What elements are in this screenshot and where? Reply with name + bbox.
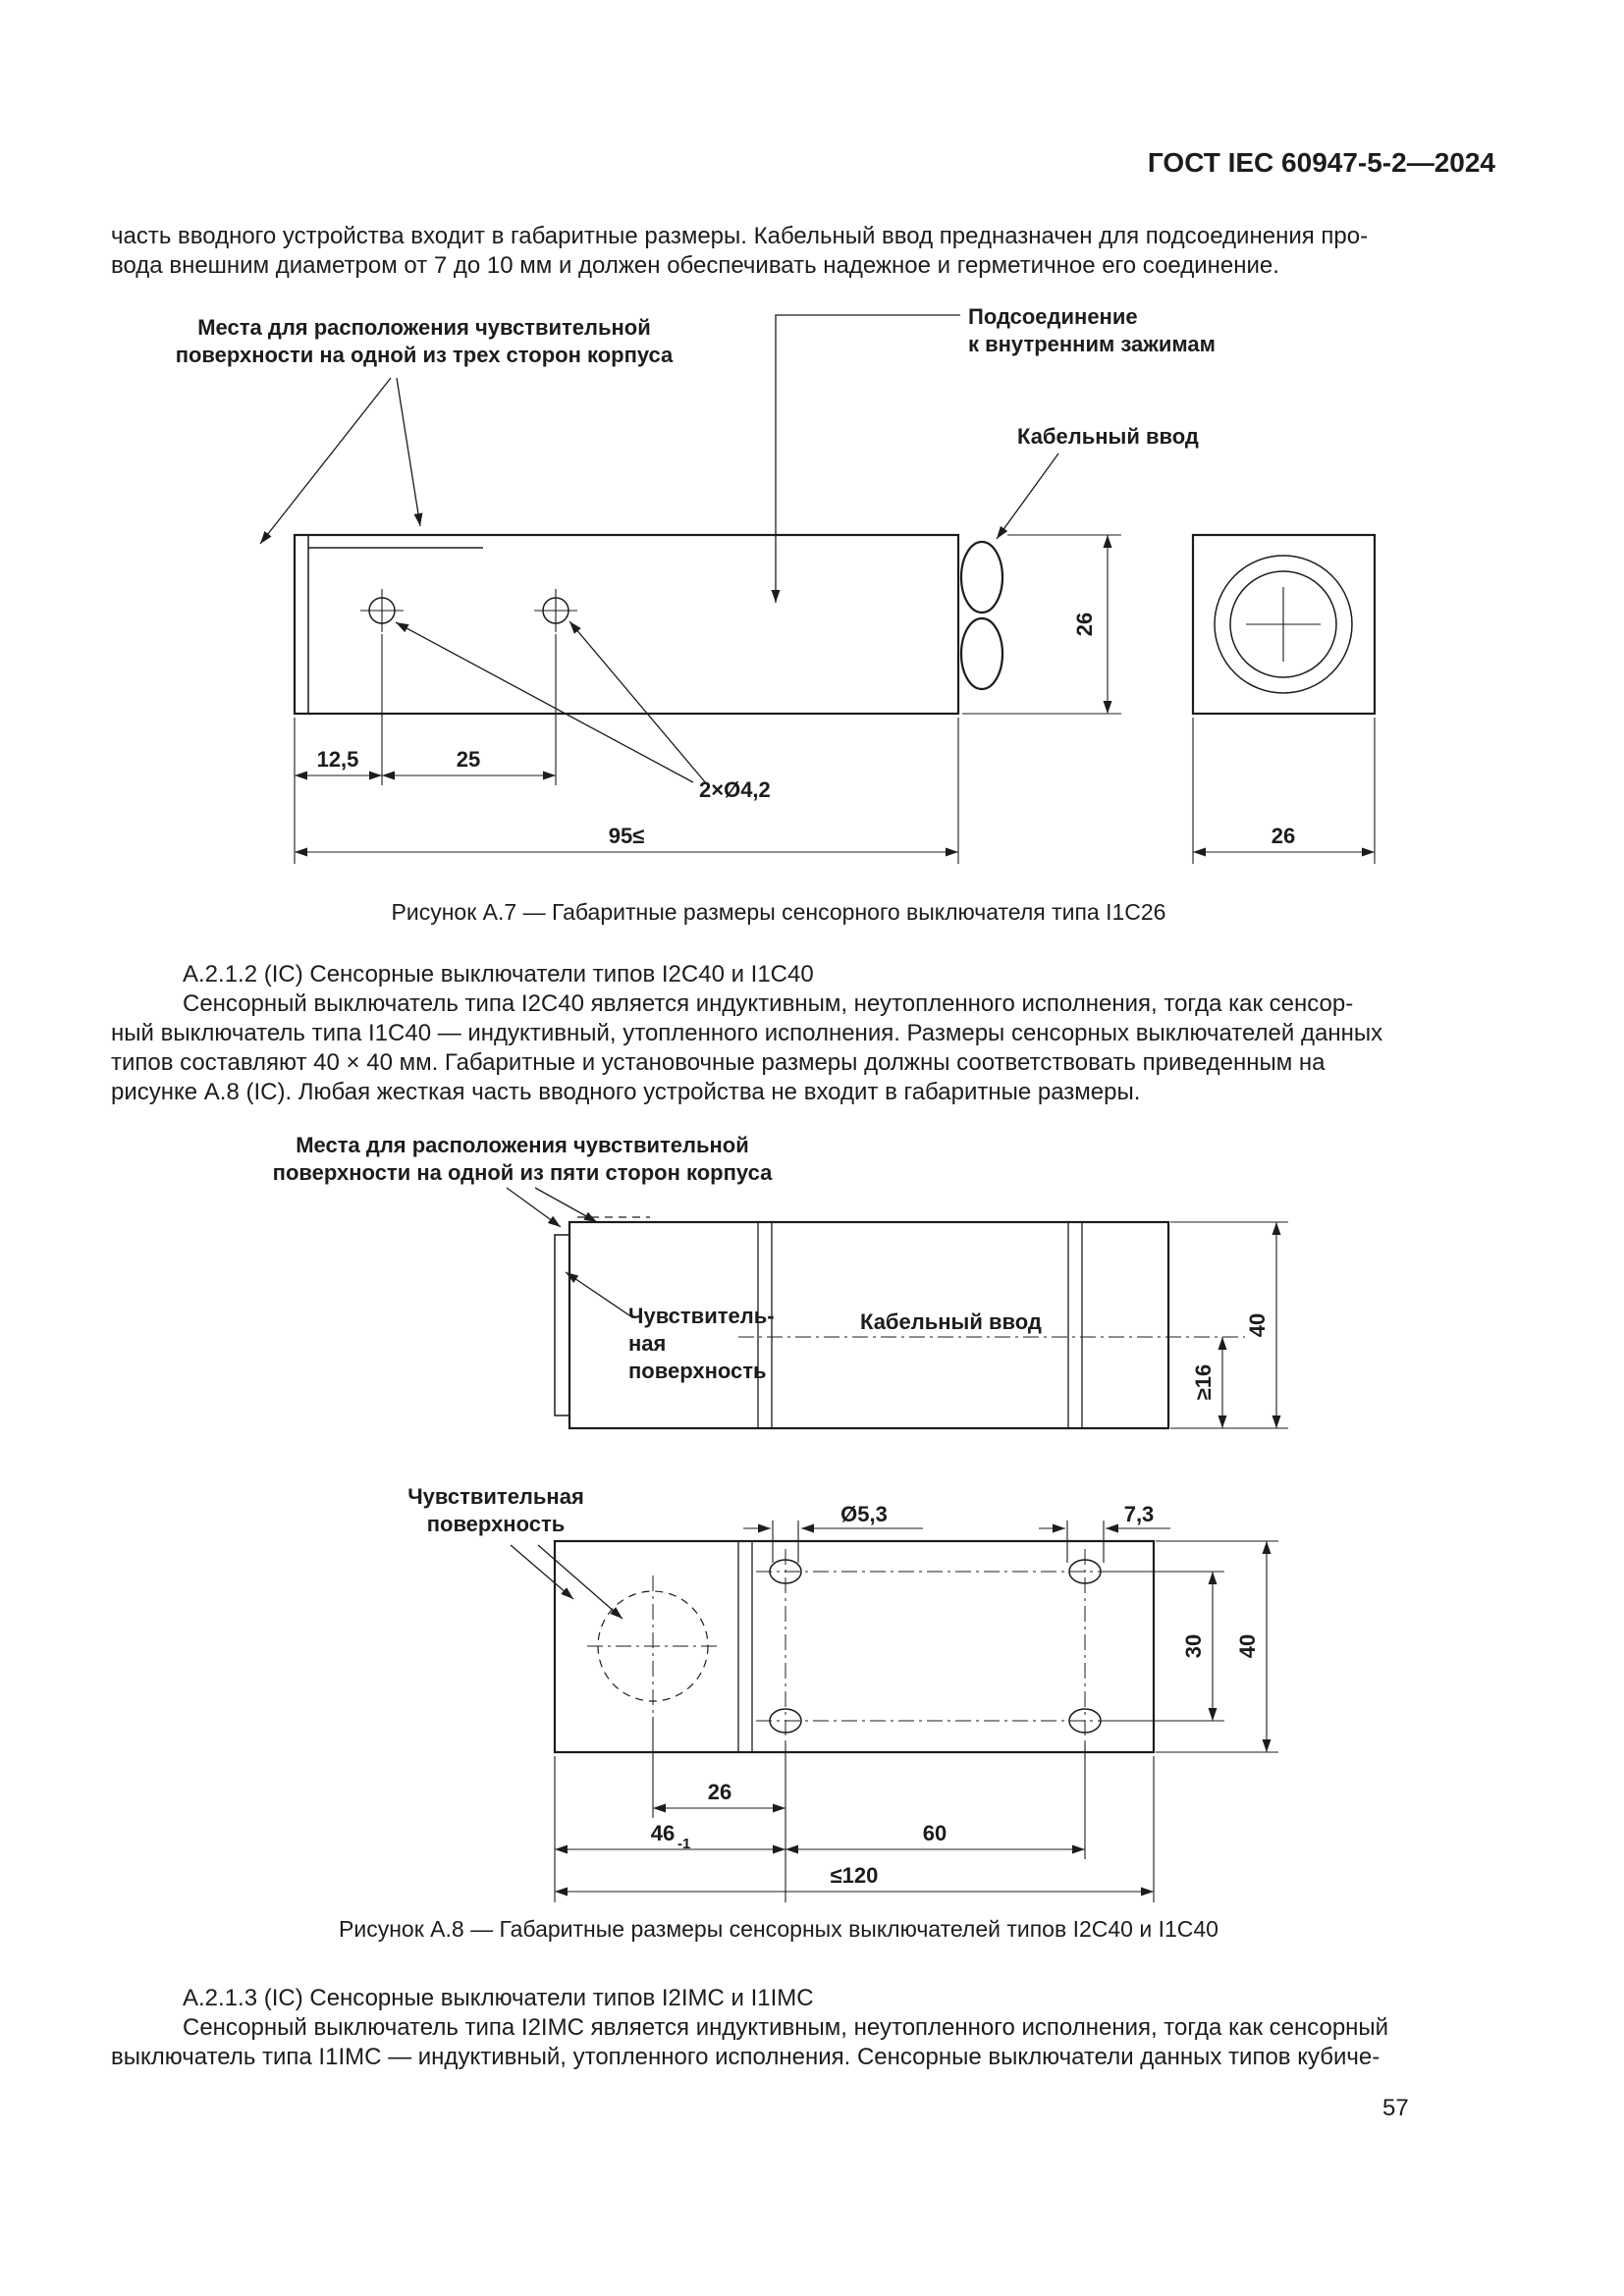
a7-side-view [295, 535, 1002, 714]
a8-sensing-surface-top-label-line2: поверхность [426, 1512, 566, 1536]
a8-dim-d5-3: Ø5,3 [840, 1502, 888, 1526]
page-header: ГОСТ IEC 60947-5-2—2024 [1147, 147, 1495, 178]
a7-sensing-location-label-line1: Места для расположения чувствительной [197, 315, 651, 340]
intro-paragraph [111, 222, 1368, 281]
a7-dim-26-height: 26 [1072, 612, 1097, 637]
a8-dim-40-top: 40 [1235, 1633, 1260, 1659]
section-heading: А.2.1.2 (IC) Сенсорные выключатели типов I2C40 и I1C40 [183, 961, 814, 988]
a7-body-outline [295, 535, 958, 714]
body-text-line: вода внешним диаметром от 7 до 10 мм и должен обеспечивать надежное и герметичное его соединение. [111, 252, 1279, 279]
figure-a8-caption: Рисунок А.8 — Габаритные размеры сенсорных выключателей типов I2C40 и I1C40 [339, 1916, 1218, 1942]
a8-sensing-surface-top-label-line1: Чувствительная [407, 1484, 584, 1509]
a8-dim-40-side: 40 [1245, 1312, 1270, 1338]
a7-dim-holes: 2×Ø4,2 [699, 777, 771, 802]
a7-connection-label-line1: Подсоединение [968, 304, 1138, 329]
a7-end-view [1193, 535, 1375, 714]
figure-a7-drawing [0, 294, 1624, 933]
a8-sensing-surface-side-label-line3: поверхность [628, 1359, 767, 1383]
a8-sensing-surface-side-label-line2: ная [628, 1331, 667, 1356]
a8-dim-60: 60 [922, 1821, 947, 1845]
a8-dim-46: 46 [650, 1821, 676, 1845]
body-text-line: рисунке А.8 (IC). Любая жесткая часть вводного устройства не входит в габаритные размеры. [111, 1079, 1141, 1105]
a8-dim-ge16: ≥16 [1191, 1363, 1216, 1401]
body-text-line: Сенсорный выключатель типа I2IMC является индуктивным, неутопленного исполнения, тогда как сенсорный [183, 2014, 1389, 2041]
section-a213 [111, 1984, 1388, 2072]
a8-cable-entry-label: Кабельный ввод [860, 1309, 1042, 1334]
body-text-line: часть вводного устройства входит в габаритные размеры. Кабельный ввод предназначен для подсоединения про- [111, 223, 1369, 249]
a8-dim-le120: ≤120 [830, 1863, 879, 1888]
a7-cable-entry-label: Кабельный ввод [1017, 424, 1199, 449]
body-text-line: типов составляют 40 × 40 мм. Габаритные и установочные размеры должны соответствовать приведенным на [111, 1049, 1326, 1076]
a8-dim-30: 30 [1181, 1633, 1206, 1659]
a7-cable-gland-top [961, 542, 1002, 613]
section-heading: А.2.1.3 (IC) Сенсорные выключатели типов I2IMC и I1IMC [183, 1985, 814, 2011]
a7-dim-12-5: 12,5 [316, 747, 359, 772]
a8-sensing-location-label-line2: поверхности на одной из пяти сторон корпуса [272, 1160, 773, 1185]
a8-dim-7-3: 7,3 [1123, 1502, 1155, 1526]
a8-top-view [555, 1541, 1154, 1752]
body-text-line: выключатель типа I1IMC — индуктивный, утопленного исполнения. Сенсорные выключатели данных типов кубиче- [111, 2044, 1380, 2070]
body-text-line: ный выключатель типа I1C40 — индуктивный, утопленного исполнения. Размеры сенсорных выключателей данных [111, 1020, 1383, 1046]
body-text-line: Сенсорный выключатель типа I2C40 является индуктивным, неутопленного исполнения, тогда как сенсор- [183, 990, 1354, 1017]
a7-dimension-lines [295, 535, 1375, 864]
figure-a7-caption: Рисунок А.7 — Габаритные размеры сенсорного выключателя типа I1C26 [391, 899, 1166, 925]
a8-sensing-surface-side-label-line1: Чувствитель- [628, 1304, 775, 1328]
a8-sensing-location-label-line1: Места для расположения чувствительной [296, 1133, 749, 1157]
figure-a8-drawing [0, 1129, 1624, 1924]
a7-connection-label-line2: к внутренним зажимам [968, 332, 1216, 356]
page-number: 57 [1382, 2095, 1409, 2121]
a8-dim-26: 26 [707, 1780, 732, 1804]
a7-dim-95: 95≤ [608, 824, 645, 848]
a7-sensing-location-label-line2: поверхности на одной из трех сторон корпуса [175, 343, 674, 367]
a8-sensing-face-plate [555, 1235, 569, 1415]
a8-dim-46-tolerance: -1 [677, 1836, 691, 1852]
a7-dim-26-width: 26 [1271, 824, 1296, 848]
a7-dim-25: 25 [456, 747, 481, 772]
a7-cable-gland-bottom [961, 618, 1002, 689]
section-a212 [111, 960, 1382, 1107]
